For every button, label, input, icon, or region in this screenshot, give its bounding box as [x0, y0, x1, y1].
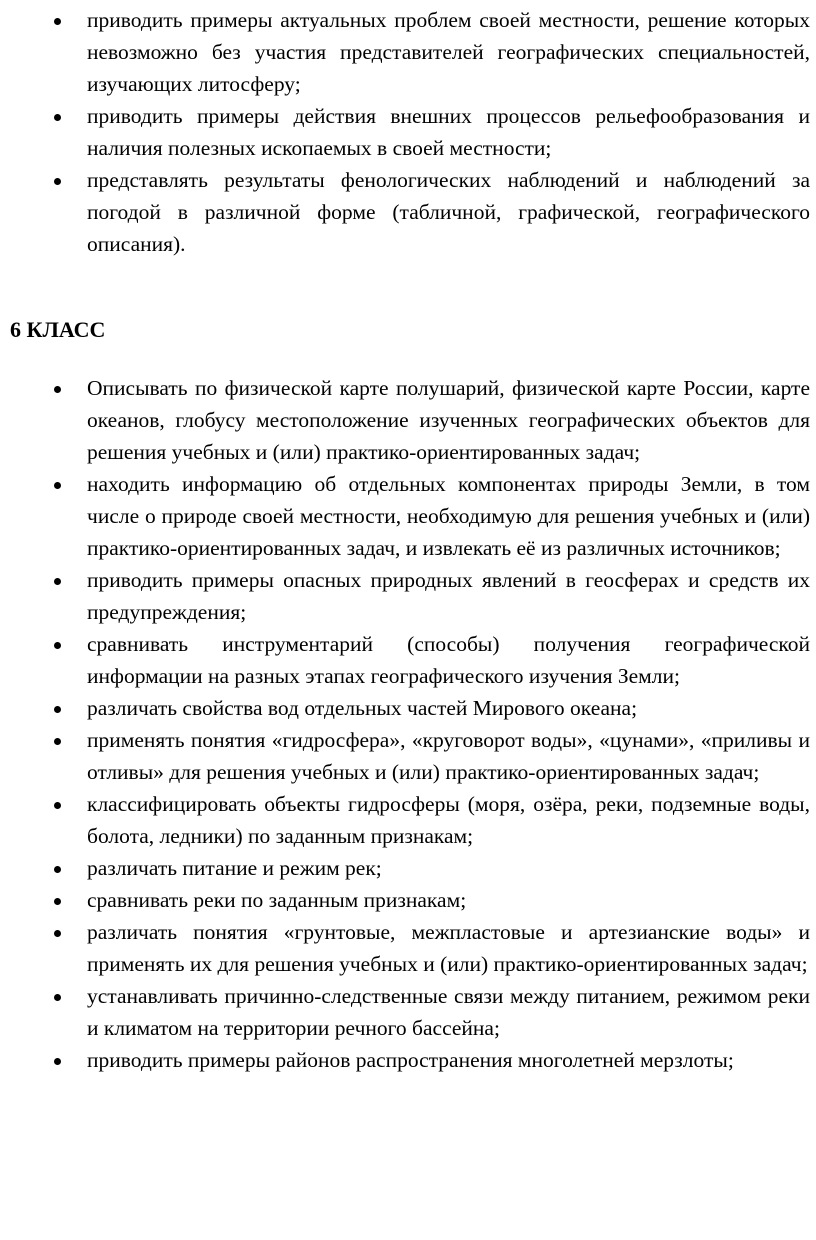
- list-item: [0, 884, 816, 916]
- bullet-icon: [54, 898, 61, 905]
- bullet-icon: [54, 866, 61, 873]
- bullet-list-main: [0, 372, 816, 1076]
- list-item: [0, 788, 816, 852]
- list-item-text: находить информацию об отдельных компонентах природы Земли, в том числе о природе своей местности, необходимую для решения учебных и (или) практико-ориентированных задач, и извлекать её из различных источников;: [87, 472, 810, 560]
- list-item-text: приводить примеры актуальных проблем своей местности, решение которых невозможно без участия представителей географических специальностей, изучающих литосферу;: [87, 8, 810, 96]
- list-item: [0, 724, 816, 788]
- list-item: [0, 468, 816, 564]
- list-item: [0, 372, 816, 468]
- bullet-icon: [54, 386, 61, 393]
- bullet-icon: [54, 802, 61, 809]
- list-item-text: различать питание и режим рек;: [87, 856, 382, 880]
- list-item-text: сравнивать реки по заданным признакам;: [87, 888, 467, 912]
- list-item-text: представлять результаты фенологических наблюдений и наблюдений за погодой в различной форме (табличной, графической, географического описания).: [87, 168, 810, 256]
- list-item: [0, 564, 816, 628]
- list-item: [0, 1044, 816, 1076]
- list-item: [0, 4, 816, 100]
- bullet-icon: [54, 482, 61, 489]
- list-item: [0, 980, 816, 1044]
- list-item-text: Описывать по физической карте полушарий, физической карте России, карте океанов, глобусу местоположение изученных географических объектов для решения учебных и (или) практико-ориентированных задач;: [87, 376, 810, 464]
- list-item-text: приводить примеры опасных природных явлений в геосферах и средств их предупреждения;: [87, 568, 810, 624]
- list-item-text: приводить примеры действия внешних процессов рельефообразования и наличия полезных ископаемых в своей местности;: [87, 104, 810, 160]
- list-item-text: различать понятия «грунтовые, межпластовые и артезианские воды» и применять их для решения учебных и (или) практико-ориентированных задач;: [87, 920, 810, 976]
- list-item: [0, 100, 816, 164]
- list-item-text: приводить примеры районов распространения многолетней мерзлоты;: [87, 1048, 734, 1072]
- bullet-icon: [54, 578, 61, 585]
- list-item-text: различать свойства вод отдельных частей Мирового океана;: [87, 696, 638, 720]
- bullet-icon: [54, 114, 61, 121]
- bullet-icon: [54, 994, 61, 1001]
- bullet-icon: [54, 738, 61, 745]
- list-item: [0, 628, 816, 692]
- bullet-icon: [54, 706, 61, 713]
- list-item: [0, 692, 816, 724]
- section-heading: 6 КЛАСС: [10, 317, 106, 342]
- list-item: [0, 916, 816, 980]
- list-item-text: классифицировать объекты гидросферы (моря, озёра, реки, подземные воды, болота, ледники) по заданным признакам;: [87, 792, 810, 848]
- list-item-text: устанавливать причинно-следственные связи между питанием, режимом реки и климатом на территории речного бассейна;: [87, 984, 810, 1040]
- bullet-icon: [54, 1058, 61, 1065]
- bullet-icon: [54, 178, 61, 185]
- list-item-text: применять понятия «гидросфера», «круговорот воды», «цунами», «приливы и отливы» для решения учебных и (или) практико-ориентированных задач;: [87, 728, 810, 784]
- bullet-icon: [54, 930, 61, 937]
- bullet-list-top: [0, 4, 816, 260]
- list-item: [0, 164, 816, 260]
- list-item-text: сравнивать инструментарий (способы) получения географической информации на разных этапах географического изучения Земли;: [87, 632, 810, 688]
- bullet-icon: [54, 642, 61, 649]
- bullet-icon: [54, 18, 61, 25]
- list-item: [0, 852, 816, 884]
